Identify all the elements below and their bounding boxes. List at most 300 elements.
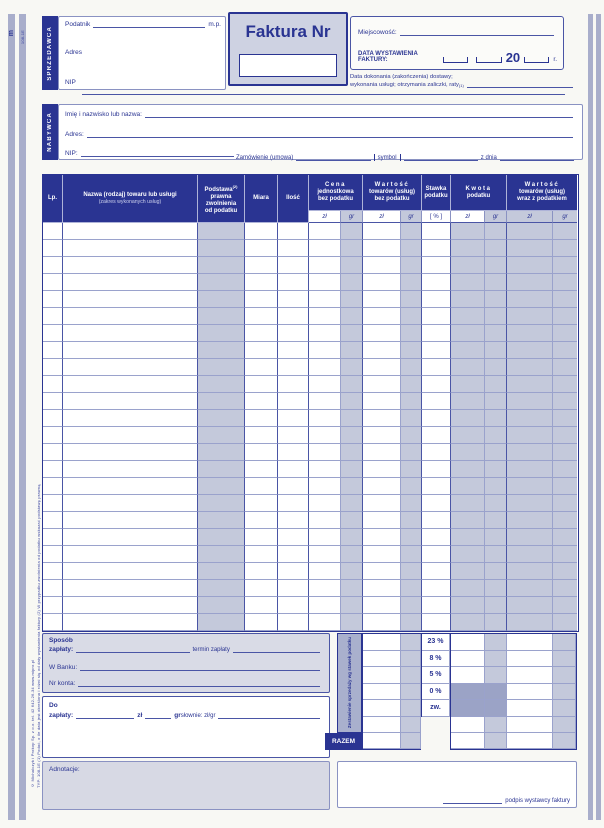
item-cell [363,427,401,444]
summary-gross-zl-cell [507,717,553,734]
item-cell [553,410,577,427]
payment-method-line [76,646,189,653]
item-cell [485,580,507,597]
item-cell [341,495,363,512]
item-cell [63,291,198,308]
item-cell [485,240,507,257]
item-cell [507,257,553,274]
item-cell [63,342,198,359]
item-cell [363,393,401,410]
item-cell [245,546,278,563]
summary-rate-cell: 23 % [422,634,450,651]
item-cell [553,240,577,257]
item-cell [245,444,278,461]
item-cell [309,427,341,444]
item-cell [422,546,451,563]
item-cell [451,274,485,291]
item-cell [553,529,577,546]
header-name: Nazwa (rodzaj) towaru lub usługi (zakres wykonanych usług) [63,175,198,223]
summary-vertical-label: Zestawienie sprzedaży wg stawek podatku [346,637,352,729]
item-cell [198,325,245,342]
item-cell [451,478,485,495]
item-cell [309,461,341,478]
buyer-tab-label: NABYWCA [47,112,53,152]
item-cell [507,478,553,495]
item-cell [63,410,198,427]
item-cell [422,427,451,444]
publisher-logo-mark: m [8,30,15,37]
item-cell [485,597,507,614]
item-cell [507,444,553,461]
item-cell [309,240,341,257]
item-cell [198,359,245,376]
order-label: Zamówienie (umowa) [236,155,294,161]
summary-gross-gr-cell [553,700,576,717]
item-cell [451,580,485,597]
item-cell [401,444,422,461]
item-cell [422,597,451,614]
item-cell [451,512,485,529]
item-cell [245,257,278,274]
summary-tax-zl-cell [451,651,485,668]
buyer-name-line [145,111,573,118]
item-cell [63,461,198,478]
item-cell [363,291,401,308]
items-table-header [43,175,577,223]
item-cell [451,342,485,359]
item-cell [341,410,363,427]
summary-tax-zl-cell [451,717,485,734]
item-cell [507,308,553,325]
item-cell [451,359,485,376]
item-cell [363,597,401,614]
subheader-gr: gr [341,211,363,223]
due-label-1: Do [49,702,58,709]
item-cell [198,240,245,257]
due-label-2: zapłaty: [49,712,74,719]
item-cell [553,580,577,597]
right-edge-bar-1 [588,14,593,820]
item-cell [278,512,309,529]
item-cell [451,325,485,342]
item-cell [278,495,309,512]
item-cell [401,478,422,495]
item-cell [309,478,341,495]
item-cell [43,461,63,478]
item-cell [451,240,485,257]
item-cell [245,393,278,410]
summary-gross-gr-cell [553,717,576,734]
item-cell [309,597,341,614]
item-cell [245,580,278,597]
place-label: Miejscowość: [358,29,397,36]
account-label: Nr konta: [49,680,76,687]
subheader-zl: zł [309,211,341,223]
payment-term-line [233,646,320,653]
item-cell [341,308,363,325]
item-cell [309,444,341,461]
item-cell [507,325,553,342]
form-code-mark: 108-1E [20,30,25,45]
item-cell [507,546,553,563]
delivery-note-sup: (1) [458,83,464,88]
item-cell [485,495,507,512]
summary-net-gr-cell [401,717,421,734]
summary-net-value-block [362,633,421,750]
summary-gross-gr-cell [553,667,576,684]
item-cell [451,529,485,546]
item-cell [553,597,577,614]
invoice-title: Faktura Nr [245,22,331,41]
item-cell [401,512,422,529]
buyer-address-label: Adres: [65,131,84,138]
seller-section-tab [42,16,58,90]
item-cell [309,512,341,529]
item-cell [198,461,245,478]
item-cell [553,325,577,342]
due-zl-label: zł [137,712,143,719]
item-cell [198,376,245,393]
order-symbol-label: symbol [374,154,401,161]
item-cell [507,495,553,512]
item-cell [401,291,422,308]
item-cell [363,376,401,393]
item-cell [553,359,577,376]
item-cell [422,478,451,495]
payment-method-label-2: zapłaty: [49,646,74,653]
item-cell [363,495,401,512]
item-cell [341,597,363,614]
item-cell [63,597,198,614]
item-cell [341,291,363,308]
item-cell [422,342,451,359]
seller-nip-label: NIP [65,79,76,86]
delivery-date-line [467,81,573,88]
item-cell [63,444,198,461]
item-cell [43,512,63,529]
summary-gross-zl-cell [507,634,553,651]
item-cell [198,529,245,546]
item-cell [485,427,507,444]
seller-box [58,16,226,90]
item-cell [451,495,485,512]
item-cell [553,495,577,512]
summary-rate-cell: zw. [422,700,450,717]
item-cell [245,427,278,444]
item-cell [198,393,245,410]
bank-line [80,664,320,671]
item-cell [553,461,577,478]
summary-total-box [325,733,362,750]
item-cell [198,444,245,461]
item-cell [278,478,309,495]
item-cell [63,376,198,393]
item-cell [198,223,245,240]
seller-nip-line [82,94,565,95]
item-cell [43,478,63,495]
item-cell [43,546,63,563]
item-cell [422,376,451,393]
header-unit-price: Cena jednostkowa bez podatku [309,175,363,211]
item-cell [198,512,245,529]
item-cell [309,257,341,274]
month-field [476,57,501,63]
item-cell [401,529,422,546]
left-edge-bar-1 [8,14,15,820]
item-cell [341,614,363,631]
item-cell [43,427,63,444]
item-cell [553,546,577,563]
summary-net-zl-cell [363,667,401,684]
item-cell [245,614,278,631]
due-words-line [218,712,320,719]
item-cell [309,308,341,325]
item-cell [485,376,507,393]
item-cell [198,257,245,274]
item-cell [341,512,363,529]
item-cell [341,478,363,495]
item-cell [485,291,507,308]
item-cell [198,597,245,614]
items-table-body [43,223,577,631]
item-cell [278,444,309,461]
item-cell [43,291,63,308]
item-cell [245,223,278,240]
item-cell [363,325,401,342]
item-cell [401,410,422,427]
item-cell [245,342,278,359]
summary-net-gr-cell [401,667,421,684]
item-cell [422,512,451,529]
summary-net-gr-cell [401,684,421,701]
item-cell [341,325,363,342]
item-cell [341,342,363,359]
item-cell [278,563,309,580]
item-cell [278,597,309,614]
item-cell [363,478,401,495]
buyer-nip-label: NIP: [65,150,78,157]
summary-gross-zl-cell [507,651,553,668]
item-cell [198,308,245,325]
item-cell [485,257,507,274]
summary-net-gr-cell [401,700,421,717]
item-cell [278,410,309,427]
item-cell [553,393,577,410]
item-cell [278,546,309,563]
summary-tax-zl-cell [451,634,485,651]
item-cell [198,614,245,631]
item-cell [363,274,401,291]
order-symbol-line [404,154,478,161]
item-cell [309,223,341,240]
invoice-title-box [228,12,348,86]
item-cell [43,393,63,410]
item-cell [401,257,422,274]
item-cell [451,223,485,240]
item-cell [553,614,577,631]
summary-tax-gross-block [450,633,577,750]
summary-tax-zl-cell [451,667,485,684]
item-cell [278,240,309,257]
header-legal-basis: Podstawa$^{(2)}$ prawna zwolnienia od podatku [198,175,245,223]
delivery-note-line1: Data dokonania (zakończenia) dostawy; [350,74,453,80]
item-cell [451,461,485,478]
item-cell [363,240,401,257]
due-gr-line [145,712,171,719]
summary-gross-gr-cell [553,733,576,749]
item-cell [401,240,422,257]
seller-taxpayer-label: Podatnik [65,21,91,28]
summary-tax-gr-cell [485,733,507,749]
summary-net-gr-cell [401,733,421,749]
item-cell [485,461,507,478]
subheader-zl: zł [507,211,553,223]
item-cell [422,410,451,427]
due-words-label: słownie: zł/gr [180,713,216,719]
summary-net-zl-cell [363,717,401,734]
item-cell [245,529,278,546]
item-cell [43,376,63,393]
item-cell [63,359,198,376]
item-cell [422,274,451,291]
item-cell [63,393,198,410]
item-cell [245,512,278,529]
item-cell [485,529,507,546]
header-lp: Lp. [43,175,63,223]
item-cell [63,478,198,495]
summary-gross-zl-cell [507,684,553,701]
items-table [42,174,579,632]
order-date-line [500,154,574,161]
item-cell [507,529,553,546]
item-cell [341,393,363,410]
item-cell [485,614,507,631]
summary-net-zl-cell [363,651,401,668]
item-cell [507,614,553,631]
item-cell [451,308,485,325]
item-cell [278,376,309,393]
item-cell [451,393,485,410]
item-cell [401,376,422,393]
item-cell [485,223,507,240]
signature-label: podpis wystawcy faktury [505,798,570,804]
subheader-gr: gr [485,211,507,223]
seller-tab-label: SPRZEDAWCA [47,25,53,81]
payment-method-box [42,633,330,693]
signature-box [337,761,577,808]
summary-gross-gr-cell [553,651,576,668]
item-cell [245,274,278,291]
summary-tax-gr-cell [485,651,507,668]
item-cell [507,342,553,359]
item-cell [363,308,401,325]
summary-net-zl-cell [363,733,401,749]
summary-net-gr-cell [401,651,421,668]
item-cell [451,427,485,444]
summary-tax-gr-cell [485,667,507,684]
item-cell [401,614,422,631]
summary-net-zl-cell [363,684,401,701]
item-cell [309,563,341,580]
item-cell [198,291,245,308]
item-cell [278,308,309,325]
summary-rate-block [421,633,450,717]
item-cell [245,359,278,376]
item-cell [309,546,341,563]
item-cell [553,291,577,308]
item-cell [43,325,63,342]
item-cell [43,308,63,325]
item-cell [341,529,363,546]
item-cell [63,614,198,631]
item-cell [309,529,341,546]
item-cell [43,563,63,580]
item-cell [363,461,401,478]
item-cell [198,546,245,563]
item-cell [63,308,198,325]
item-cell [278,427,309,444]
item-cell [341,444,363,461]
item-cell [309,495,341,512]
buyer-section-tab [42,104,58,160]
subheader-zl: zł [363,211,401,223]
publisher-imprint-text: © Michalczyk i Prokop Sp. z o.o. tel. 42 642-26-34 www.mipro.pl [30,659,35,788]
invoice-number-field [239,54,337,77]
item-cell [43,342,63,359]
item-cell [63,223,198,240]
summary-net-zl-cell [363,634,401,651]
item-cell [485,308,507,325]
item-cell [278,580,309,597]
item-cell [341,274,363,291]
summary-rate-cell: 5 % [422,667,450,684]
item-cell [401,308,422,325]
item-cell [553,274,577,291]
item-cell [401,461,422,478]
summary-total-label: RAZEM [331,738,356,745]
item-cell [198,580,245,597]
item-cell [43,223,63,240]
item-cell [278,325,309,342]
summary-tax-zl-cell [451,700,485,717]
item-cell [422,614,451,631]
item-cell [245,325,278,342]
item-cell [278,359,309,376]
item-cell [278,393,309,410]
item-cell [507,597,553,614]
item-cell [507,410,553,427]
item-cell [363,563,401,580]
item-cell [401,393,422,410]
subheader-percent: [ % ] [422,211,451,223]
place-line [400,29,554,36]
item-cell [422,393,451,410]
item-cell [63,257,198,274]
item-cell [363,444,401,461]
year-century: 20 [505,50,521,65]
item-cell [485,410,507,427]
header-tax-rate: Stawka podatku [422,175,451,211]
item-cell [63,512,198,529]
item-cell [198,274,245,291]
item-cell [485,393,507,410]
item-cell [245,410,278,427]
item-cell [451,546,485,563]
item-cell [363,546,401,563]
item-cell [507,512,553,529]
left-edge-bar-2 [19,14,26,820]
item-cell [63,563,198,580]
